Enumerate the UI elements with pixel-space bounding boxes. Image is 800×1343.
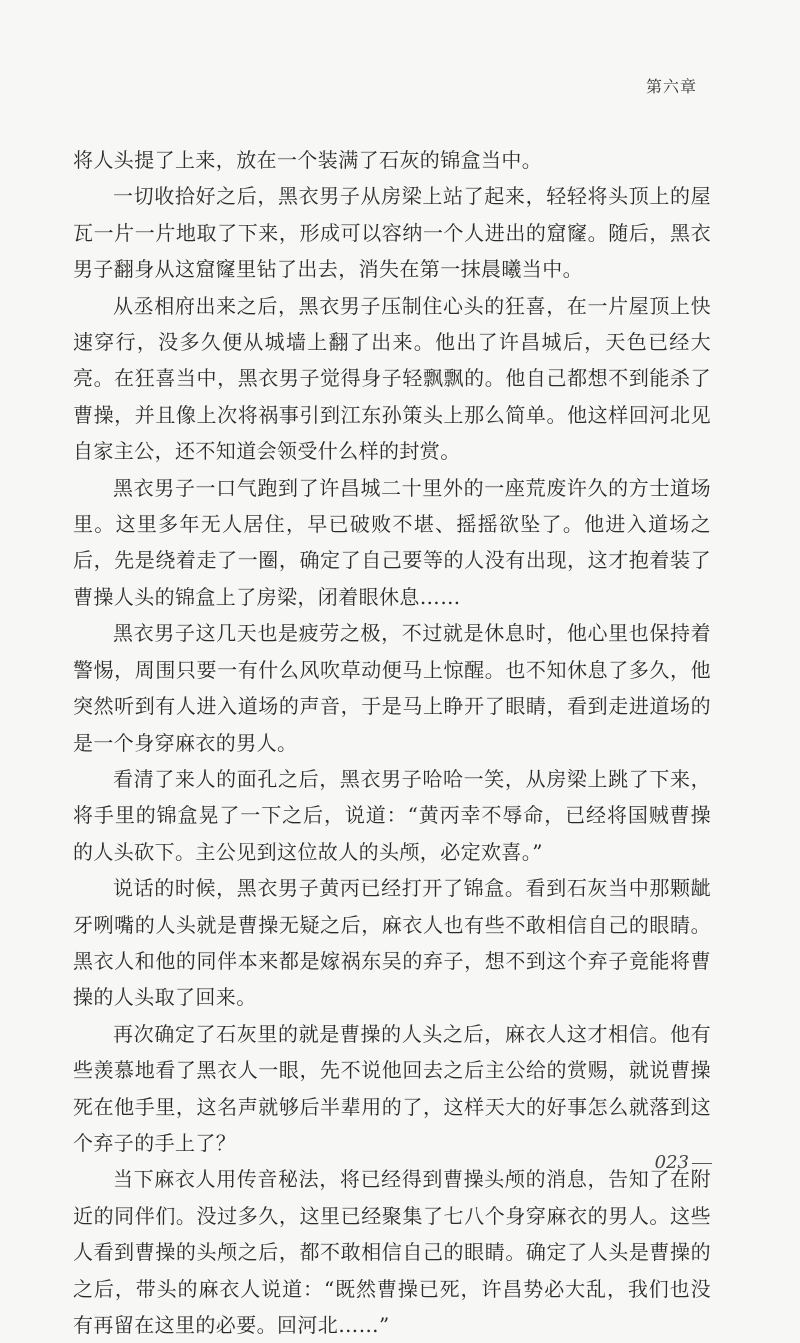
paragraph: 说话的时候，黑衣男子黄丙已经打开了锦盒。看到石灰当中那颗龇牙咧嘴的人头就是曹操无疑之后，麻衣人也有些不敢相信自己的眼睛。黑衣人和他的同伴本来都是嫁祸东吴的弃子，想不到这个弃子竟能将曹操的人头取了回来。 — [73, 876, 711, 1010]
chapter-title: 第六章 — [645, 77, 697, 96]
paragraph: 看清了来人的面孔之后，黑衣男子哈哈一笑，从房梁上跳了下来，将手里的锦盒晃了一下之后，说道：“黄丙幸不辱命，已经将国贼曹操的人头砍下。主公见到这位故人的头颅，必定欢喜。” — [73, 766, 711, 864]
paragraph: 黑衣男子这几天也是疲劳之极，不过就是休息时，他心里也保持着警惕，周围只要一有什么风吹草动便马上惊醒。也不知休息了多久，他突然听到有人进入道场的声音，于是马上睁开了眼睛，看到走进道场的是一个身穿麻衣的男人。 — [73, 621, 711, 755]
paragraph: 当下麻衣人用传音秘法，将已经得到曹操头颅的消息，告知了在附近的同伴们。没过多久，这里已经聚集了七八个身穿麻衣的男人。这些人看到曹操的头颅之后，都不敢相信自己的眼睛。确定了人头是曹操的之后，带头的麻衣人说道：“既然曹操已死，许昌势必大乱，我们也没有再留在这里的必要。回河北……” — [73, 1167, 711, 1337]
folio-dash — [692, 1163, 712, 1164]
paragraph: 一切收拾好之后，黑衣男子从房梁上站了起来，轻轻将头顶上的屋瓦一片一片地取了下来，形成可以容纳一个人进出的窟窿。随后，黑衣男子翻身从这窟窿里钻了出去，消失在第一抹晨曦当中。 — [73, 184, 711, 282]
paragraph: 黑衣男子一口气跑到了许昌城二十里外的一座荒废许久的方士道场里。这里多年无人居住，早已破败不堪、摇摇欲坠了。他进入道场之后，先是绕着走了一圈，确定了自己要等的人没有出现，这才抱着装了曹操人头的锦盒上了房梁，闭着眼休息…… — [73, 475, 711, 609]
page-footer — [655, 1152, 712, 1173]
page-number: 023 — [654, 1152, 689, 1173]
body-text — [73, 142, 711, 1343]
paragraph: 再次确定了石灰里的就是曹操的人头之后，麻衣人这才相信。他有些羡慕地看了黑衣人一眼，先不说他回去之后主公给的赏赐，就说曹操死在他手里，这名声就够后半辈用的了，这样天大的好事怎么就落到这个弃子的手上了？ — [73, 1021, 711, 1155]
paragraph: 从丞相府出来之后，黑衣男子压制住心头的狂喜，在一片屋顶上快速穿行，没多久便从城墙上翻了出来。他出了许昌城后，天色已经大亮。在狂喜当中，黑衣男子觉得身子轻飘飘的。他自己都想不到能杀了曹操，并且像上次将祸事引到江东孙策头上那么简单。他这样回河北见自家主公，还不知道会领受什么样的封赏。 — [73, 293, 711, 464]
paragraph: 将人头提了上来，放在一个装满了石灰的锦盒当中。 — [73, 148, 543, 172]
